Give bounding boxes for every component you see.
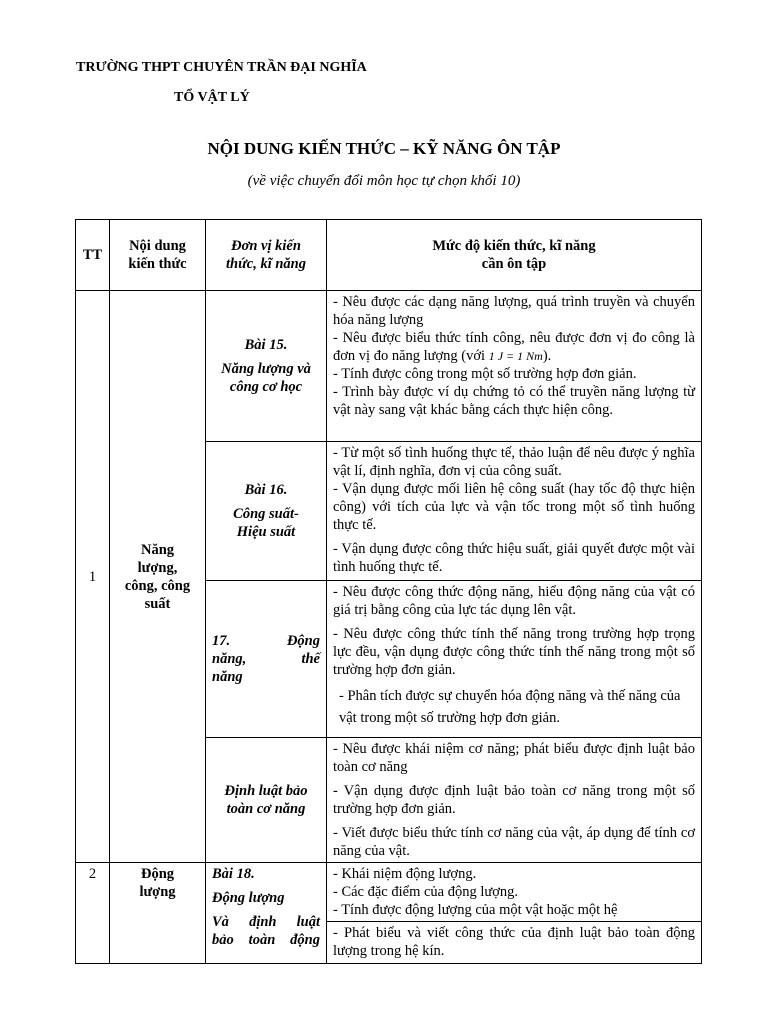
header-unit: Đơn vị kiến thức, kĩ năng bbox=[206, 220, 327, 291]
unit-lesson-17: 17. Động năng, thế năng bbox=[206, 581, 327, 738]
table-row bbox=[76, 291, 702, 442]
row-number-1: 1 bbox=[76, 291, 110, 863]
unit-lesson-18-requirements-a: - Khái niệm động lượng. - Các đặc điểm của động lượng. - Tính được động lượng của một vật hoặc một hệ bbox=[327, 863, 702, 922]
row-number-2: 2 bbox=[76, 863, 110, 964]
unit-lesson-16: Bài 16. Công suất- Hiệu suất bbox=[206, 442, 327, 581]
table-row bbox=[76, 863, 702, 922]
document-title: NỘI DUNG KIẾN THỨC – KỸ NĂNG ÔN TẬP bbox=[207, 139, 561, 158]
unit-lesson-15-requirements: - Nêu được các dạng năng lượng, quá trình truyền và chuyển hóa năng lượng - Nêu được biểu thức tính công, nêu được đơn vị đo công là đơn vị đo năng lượng (với 1 J = 1 Nm). - Tính được công trong một số trường hợp đơn giản. - Trình bày được ví dụ chứng tỏ có thể truyền năng lượng từ vật này sang vật khác bằng cách thực hiện công. bbox=[327, 291, 702, 442]
unit-lesson-18: Bài 18. Động lượng Và định luật bảo toàn động bbox=[206, 863, 327, 964]
school-name: TRƯỜNG THPT CHUYÊN TRẦN ĐẠI NGHĨA bbox=[76, 60, 367, 75]
unit-lesson-16-requirements: - Từ một số tình huống thực tế, thảo luận để nêu được ý nghĩa vật lí, định nghĩa, đơn vị của công suất. - Vận dụng được mối liên hệ công suất (hay tốc độ thực hiện công) với tích của lực và vận tốc trong một số tình huống thực tế. - Vận dụng được công thức hiệu suất, giải quyết được một vài tình huống thực tế. bbox=[327, 442, 702, 581]
unit-lesson-17-requirements: - Nêu được công thức động năng, hiểu động năng của vật có giá trị bằng công của lực tác dụng lên vật. - Nêu được công thức tính thế năng trong trường hợp trọng lực đều, vận dụng được công thức tính thế năng trong một số trường hợp đơn giản. - Phân tích được sự chuyển hóa động năng và thế năng của vật trong một số trường hợp đơn giản. bbox=[327, 581, 702, 738]
header-content: Nội dung kiến thức bbox=[110, 220, 206, 291]
work-unit-formula: 1 J = 1 Nm bbox=[488, 349, 543, 363]
unit-lesson-15: Bài 15. Năng lượng và công cơ học bbox=[206, 291, 327, 442]
unit-conservation-requirements: - Nêu được khái niệm cơ năng; phát biểu được định luật bảo toàn cơ năng - Vận dụng được định luật bảo toàn cơ năng trong một số trường hợp đơn giản. - Viết được biểu thức tính cơ năng của vật, áp dụng để tính cơ năng của vật. bbox=[327, 738, 702, 863]
header-level: Mức độ kiến thức, kĩ năng cần ôn tập bbox=[327, 220, 702, 291]
department-name: TỔ VẬT LÝ bbox=[174, 90, 250, 105]
review-content-table bbox=[75, 219, 702, 964]
header-tt: TT bbox=[76, 220, 110, 291]
topic-momentum: Động lượng bbox=[110, 863, 206, 964]
topic-energy: Năng lượng, công, công suất bbox=[110, 291, 206, 863]
table-header-row bbox=[76, 220, 702, 291]
unit-lesson-18-requirements-b: - Phát biểu và viết công thức của định luật bảo toàn động lượng trong hệ kín. bbox=[327, 922, 702, 964]
unit-conservation-of-mechanical-energy: Định luật bảo toàn cơ năng bbox=[206, 738, 327, 863]
document-subtitle: (về việc chuyển đổi môn học tự chọn khối 10) bbox=[247, 173, 521, 189]
